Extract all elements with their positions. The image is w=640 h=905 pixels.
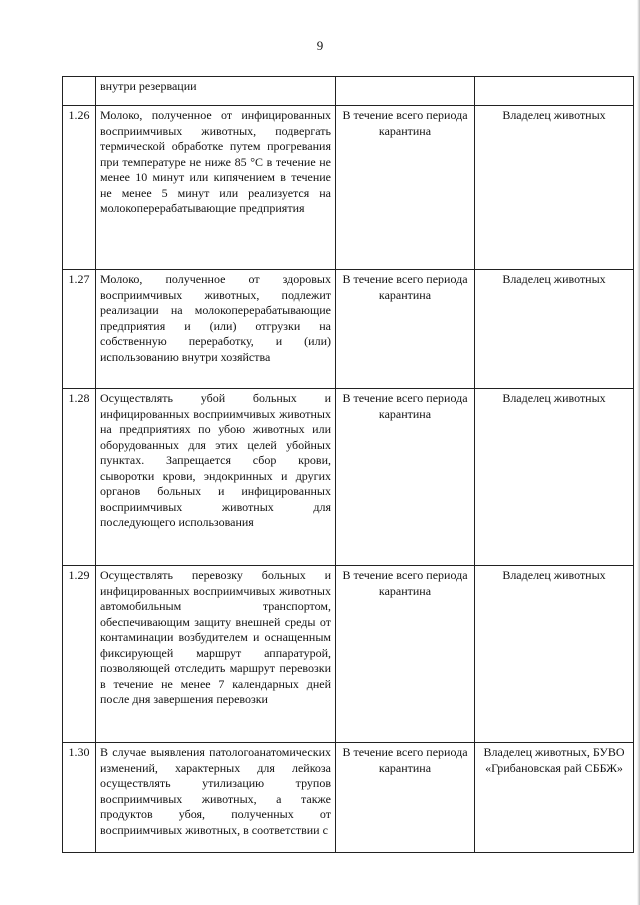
term-cell: В течение всего периода карантина: [336, 389, 475, 566]
measure-text: Молоко, полученное от инфицированных восприимчивых животных, подвергать термической обработке путем прогревания при температуре не ниже 85 °С в течение не менее 10 минут или кипячением в течение не менее 5 минут или реализуется на молокоперерабатывающие предприятия: [96, 106, 336, 270]
row-number: 1.28: [63, 389, 96, 566]
table-row: [63, 106, 634, 270]
measure-text: Осуществлять убой больных и инфицированных восприимчивых животных на предприятиях по убою животных или оборудованных для этих целей убойных пунктах. Запрещается сбор крови, сыворотки крови, эндокринных и других органов больных и инфицированных восприимчивых животных для последующего использования: [96, 389, 336, 566]
responsible-cell: Владелец животных: [475, 106, 634, 270]
responsible-cell: Владелец животных: [475, 566, 634, 743]
page-number: 9: [316, 38, 324, 53]
responsible-cell: Владелец животных: [475, 389, 634, 566]
term-cell: В течение всего периода карантина: [336, 743, 475, 853]
table-row: [63, 77, 634, 106]
term-cell: В течение всего периода карантина: [336, 270, 475, 389]
measure-text: Молоко, полученное от здоровых восприимчивых животных, подлежит реализации на молокоперерабатывающие предприятия и (или) отгрузки на собственную переработку, и (или) использованию внутри хозяйства: [96, 270, 336, 389]
term-cell: В течение всего периода карантина: [336, 106, 475, 270]
table-row: [63, 270, 634, 389]
row-number: [63, 77, 96, 106]
row-number: 1.26: [63, 106, 96, 270]
row-number: 1.27: [63, 270, 96, 389]
responsible-cell: [475, 77, 634, 106]
table-row: [63, 566, 634, 743]
measure-text: внутри резервации: [96, 77, 336, 106]
measures-table: [62, 76, 634, 853]
row-number: 1.30: [63, 743, 96, 853]
row-number: 1.29: [63, 566, 96, 743]
responsible-cell: Владелец животных, БУВО «Грибановская рай СББЖ»: [475, 743, 634, 853]
table-row: [63, 389, 634, 566]
term-cell: В течение всего периода карантина: [336, 566, 475, 743]
term-cell: [336, 77, 475, 106]
measure-text: В случае выявления патологоанатомических изменений, характерных для лейкоза осуществлять утилизацию трупов восприимчивых животных, а также продуктов убоя, полученных от восприимчивых животных, в соответствии с: [96, 743, 336, 853]
responsible-cell: Владелец животных: [475, 270, 634, 389]
table-row: [63, 743, 634, 853]
measure-text: Осуществлять перевозку больных и инфицированных восприимчивых животных автомобильным транспортом, обеспечивающим защиту внешней среды от контаминации возбудителем и оснащенным фиксирующей маршрут аппаратурой, позволяющей отследить маршрут перевозки в течение не менее 7 календарных дней после дня завершения перевозки: [96, 566, 336, 743]
